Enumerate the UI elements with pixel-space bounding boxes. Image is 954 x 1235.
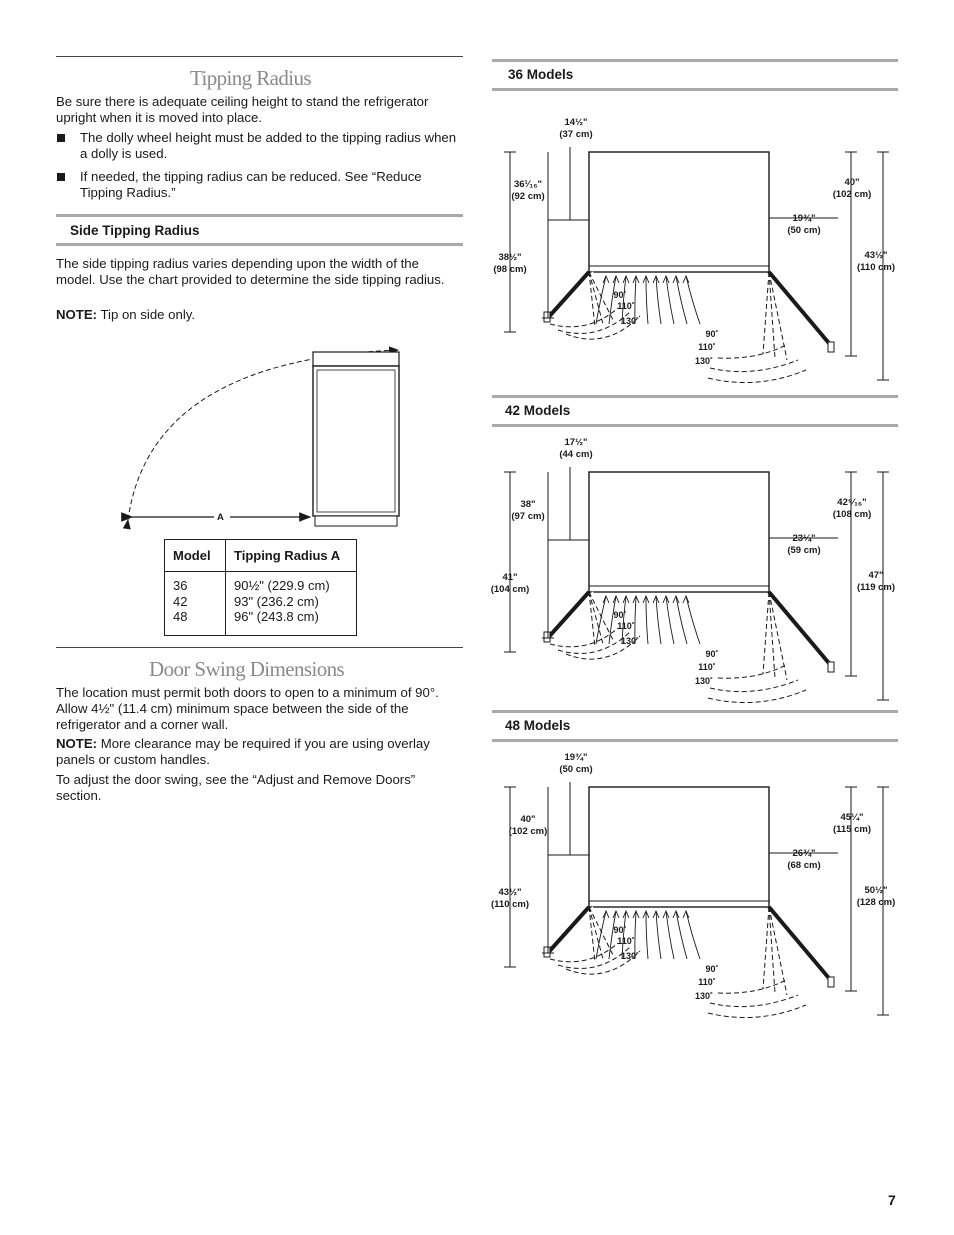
left-swing-arc: [550, 943, 618, 962]
bullet-icon: [57, 134, 65, 142]
dim-right-inner-metric: (59 cm): [787, 545, 821, 556]
swing-guide-arrow: [603, 276, 609, 283]
tipping-table: [164, 539, 357, 636]
swing-guide-arrow: [683, 911, 689, 918]
angle-label-left-130: 130˚: [620, 316, 640, 326]
note-label: NOTE:: [56, 736, 98, 751]
door-swing-p1: The location must permit both doors to open to a minimum of 90°. Allow 4½" (11.4 cm) minimum space between the side of the refrigerator and a corner wall.: [56, 685, 439, 732]
model-42-title: 42 Models: [505, 403, 571, 418]
left-door: [546, 907, 589, 955]
tipping-radius-figure: [110, 340, 410, 535]
swing-guide: [609, 276, 616, 324]
model-rule: [492, 88, 898, 91]
swing-guide-arrow: [603, 596, 609, 603]
model-36-title: 36 Models: [508, 67, 574, 82]
bullet-2: If needed, the tipping radius can be reduced. See “Reduce Tipping Radius.”: [80, 169, 422, 200]
table-header-radius: Tipping Radius A: [226, 540, 357, 572]
dim-left-lower-value: 41": [502, 572, 518, 583]
table-cell: 48: [173, 609, 188, 624]
swing-guide: [676, 596, 687, 644]
right-swing-arc: [718, 344, 788, 358]
swing-guide-arrow: [613, 276, 619, 283]
swing-guide: [596, 276, 606, 324]
dim-right-inner-value: 23¼": [792, 533, 816, 544]
angle-label-right-130: 130˚: [694, 356, 714, 366]
swing-guide: [646, 276, 648, 324]
right-door: [769, 272, 833, 348]
swing-guide: [609, 911, 616, 959]
right-swing-arc: [710, 680, 798, 692]
swing-guide: [609, 596, 616, 644]
right-handle: [828, 977, 834, 987]
table-cell: 36: [173, 578, 188, 593]
right-swing-arc: [710, 995, 798, 1007]
door-swing-diagram-48: [488, 747, 898, 1019]
dim-left-upper-value: 38": [520, 499, 536, 510]
dim-top-metric: (50 cm): [559, 764, 593, 775]
table-models-cell: [165, 572, 226, 636]
angle-label-left-110: 110˚: [617, 936, 635, 946]
left-door: [546, 592, 589, 640]
tipping-intro: Be sure there is adequate ceiling height to stand the refrigerator upright when it is moved into place.: [56, 94, 429, 125]
model-rule: [492, 710, 898, 713]
bullet-1: The dolly wheel height must be added to the tipping radius when a dolly is used.: [80, 130, 457, 161]
swing-guide: [686, 911, 700, 959]
section-rule: [56, 647, 463, 648]
table-cell: 42: [173, 593, 188, 609]
right-swing-arc: [718, 979, 788, 993]
swing-guide: [686, 276, 700, 324]
table-header-model: Model: [165, 540, 226, 572]
dim-right-upper-value: 42⁹⁄₁₆": [837, 497, 867, 508]
swing-guide-arrow: [673, 276, 679, 283]
swing-guide: [666, 911, 674, 959]
dim-top-metric: (44 cm): [559, 449, 593, 460]
dim-right-lower-metric: (119 cm): [856, 582, 896, 593]
left-door: [546, 272, 589, 320]
left-swing-arc: [550, 308, 618, 327]
door-swing-diagram-42: [488, 432, 898, 704]
bullet-icon: [57, 173, 65, 181]
dim-right-inner-metric: (50 cm): [787, 225, 821, 236]
left-swing-line: [589, 592, 595, 647]
dim-left-upper-value: 40": [520, 814, 536, 825]
swing-guide: [686, 596, 700, 644]
fridge-body: [589, 152, 769, 272]
dim-left-lower-value: 43½": [498, 887, 522, 898]
swing-guide-arrow: [613, 911, 619, 918]
side-tipping-text: The side tipping radius varies depending upon the width of the model. Use the chart provided to determine the side tipping radius.: [56, 256, 445, 287]
right-swing-arc: [708, 370, 806, 383]
door-swing-title: Door Swing Dimensions: [149, 657, 345, 681]
dim-top-value: 19¾": [564, 752, 588, 763]
right-swing-arc: [708, 690, 806, 703]
angle-label-left-110: 110˚: [617, 301, 635, 311]
dim-left-lower-metric: (110 cm): [490, 899, 530, 910]
tip-note: [56, 307, 461, 323]
right-swing-line: [763, 592, 769, 674]
angle-label-left-90: 90˚: [613, 290, 627, 300]
dim-top-value: 14½": [564, 117, 588, 128]
swing-guide: [656, 911, 661, 959]
swing-guide-arrow: [673, 596, 679, 603]
dim-left-upper-value: 36¹⁄₁₆": [513, 179, 543, 190]
swing-guide-arrow: [683, 276, 689, 283]
angle-label-left-90: 90˚: [613, 925, 627, 935]
note-text: Tip on side only.: [100, 307, 196, 322]
right-swing-line: [769, 907, 775, 993]
right-swing-line: [763, 907, 769, 989]
angle-label-right-110: 110˚: [698, 662, 716, 672]
model-48-title: 48 Models: [505, 718, 571, 733]
swing-guide: [596, 596, 606, 644]
swing-guide-arrow: [613, 596, 619, 603]
note-text: More clearance may be required if you are using overlay panels or custom handles.: [56, 736, 430, 767]
left-swing-line: [589, 272, 595, 327]
dim-left-upper-metric: (92 cm): [511, 191, 545, 202]
right-swing-line: [763, 272, 769, 354]
right-swing-arc: [708, 1005, 806, 1018]
fridge-body: [589, 472, 769, 592]
swing-guide-arrow: [673, 911, 679, 918]
angle-label-right-130: 130˚: [694, 676, 714, 686]
table-cell: 96" (243.8 cm): [234, 609, 319, 624]
section-rule: [56, 214, 463, 217]
angle-label-left-110: 110˚: [617, 621, 635, 631]
angle-label-right-130: 130˚: [694, 991, 714, 1001]
angle-label-left-130: 130˚: [620, 951, 640, 961]
dim-left-upper-metric: (102 cm): [508, 826, 548, 837]
left-handle: [544, 947, 550, 957]
right-handle: [828, 662, 834, 672]
angle-label-right-110: 110˚: [698, 977, 716, 987]
door-swing-note: [56, 736, 461, 768]
top-rule: [56, 56, 463, 57]
angle-label-right-110: 110˚: [698, 342, 716, 352]
left-handle: [544, 312, 550, 322]
swing-guide: [666, 596, 674, 644]
dim-left-lower-value: 38½": [498, 252, 522, 263]
dim-right-inner-value: 26¾": [792, 848, 816, 859]
model-rule: [492, 739, 898, 742]
dim-right-inner-value: 19¾": [792, 213, 816, 224]
dim-left-lower-metric: (104 cm): [490, 584, 530, 595]
dim-left-upper-metric: (97 cm): [511, 511, 545, 522]
dim-right-inner-metric: (68 cm): [787, 860, 821, 871]
dim-right-upper-metric: (108 cm): [832, 509, 872, 520]
model-rule: [492, 395, 898, 398]
left-swing-arc: [550, 628, 618, 647]
swing-guide: [646, 596, 648, 644]
right-door: [769, 907, 833, 983]
swing-guide-arrow: [603, 911, 609, 918]
dim-right-upper-value: 45¼": [840, 812, 864, 823]
angle-label-left-90: 90˚: [613, 610, 627, 620]
table-cell: 93" (236.2 cm): [234, 593, 319, 609]
tipping-radius-title: Tipping Radius: [190, 66, 311, 90]
left-swing-line: [589, 907, 595, 962]
swing-guide: [596, 911, 606, 959]
section-rule: [56, 243, 463, 246]
figure-label-a: A: [217, 512, 224, 523]
dim-right-lower-value: 43½": [864, 250, 888, 261]
swing-guide: [676, 911, 687, 959]
swing-guide: [646, 911, 648, 959]
page-number: 7: [888, 1192, 896, 1208]
left-handle: [544, 632, 550, 642]
dim-right-lower-value: 47": [868, 570, 884, 581]
right-swing-line: [769, 272, 775, 358]
dim-left-lower-metric: (98 cm): [493, 264, 527, 275]
fridge-body: [313, 366, 399, 516]
dim-right-lower-metric: (128 cm): [856, 897, 896, 908]
right-handle: [828, 342, 834, 352]
model-rule: [492, 59, 898, 62]
door-swing-diagram-36: [488, 112, 898, 384]
swing-guide-arrow: [683, 596, 689, 603]
note-label: NOTE:: [56, 307, 98, 322]
swing-guide: [656, 596, 661, 644]
swing-guide: [666, 276, 674, 324]
angle-label-left-130: 130˚: [620, 636, 640, 646]
table-radius-cell: [226, 572, 357, 636]
table-cell: 90½" (229.9 cm): [234, 578, 330, 593]
dim-right-lower-value: 50½": [864, 885, 888, 896]
dim-top-value: 17½": [564, 437, 588, 448]
fridge-top: [313, 352, 399, 366]
angle-label-right-90: 90˚: [705, 964, 719, 974]
dim-right-upper-metric: (102 cm): [832, 189, 872, 200]
dim-right-upper-value: 40": [844, 177, 860, 188]
dim-right-lower-metric: (110 cm): [856, 262, 896, 273]
dim-top-metric: (37 cm): [559, 129, 593, 140]
right-door: [769, 592, 833, 668]
right-swing-arc: [718, 664, 788, 678]
side-tipping-heading: Side Tipping Radius: [70, 223, 200, 238]
door-swing-p2: To adjust the door swing, see the “Adjust and Remove Doors” section.: [56, 772, 416, 803]
angle-label-right-90: 90˚: [705, 329, 719, 339]
swing-guide: [676, 276, 687, 324]
fridge-body: [589, 787, 769, 907]
angle-label-right-90: 90˚: [705, 649, 719, 659]
model-rule: [492, 424, 898, 427]
swing-guide: [656, 276, 661, 324]
right-swing-arc: [710, 360, 798, 372]
right-swing-line: [769, 592, 775, 678]
dim-right-upper-metric: (115 cm): [832, 824, 872, 835]
